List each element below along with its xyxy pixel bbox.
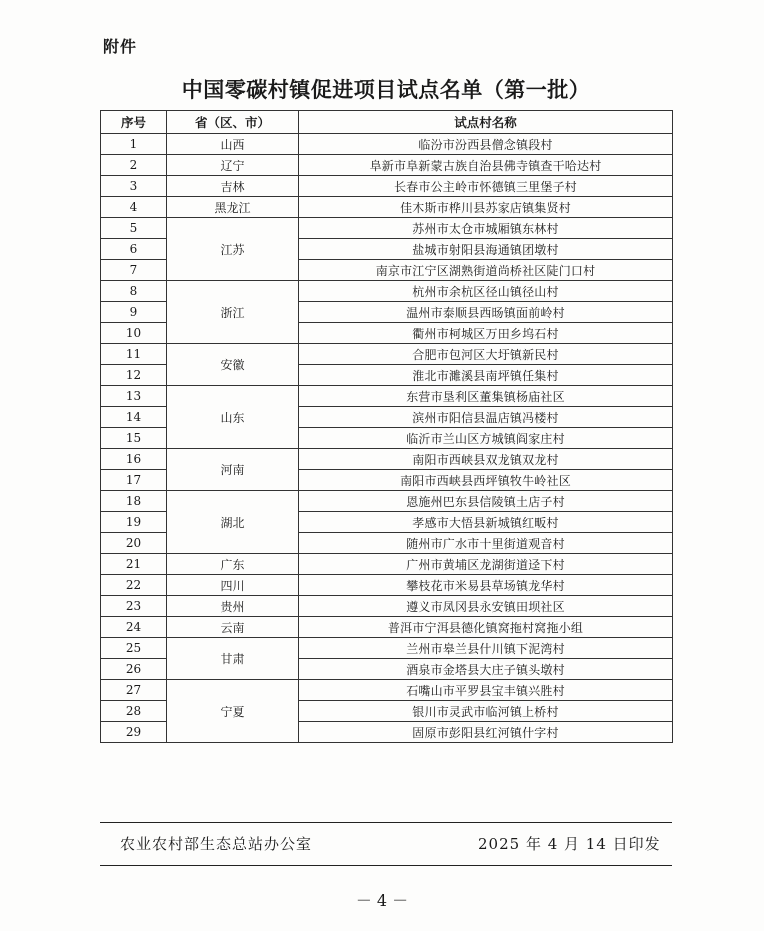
row-index: 25 <box>101 638 167 659</box>
row-index: 3 <box>101 176 167 197</box>
village-name: 兰州市皋兰县什川镇下泥湾村 <box>299 638 673 659</box>
row-index: 20 <box>101 533 167 554</box>
village-name: 遵义市凤冈县永安镇田坝社区 <box>299 596 673 617</box>
row-index: 6 <box>101 239 167 260</box>
footer-bottom-rule <box>100 865 672 866</box>
village-name: 合肥市包河区大圩镇新民村 <box>299 344 673 365</box>
province-cell: 甘肃 <box>167 638 299 680</box>
province-cell: 四川 <box>167 575 299 596</box>
row-index: 22 <box>101 575 167 596</box>
table-row <box>101 554 673 575</box>
header-village: 试点村名称 <box>299 111 673 134</box>
table-row <box>101 617 673 638</box>
village-name: 普洱市宁洱县德化镇窝拖村窝拖小组 <box>299 617 673 638</box>
row-index: 21 <box>101 554 167 575</box>
village-name: 孝感市大悟县新城镇红畈村 <box>299 512 673 533</box>
table-body <box>101 134 673 743</box>
province-cell: 江苏 <box>167 218 299 281</box>
province-cell: 山东 <box>167 386 299 449</box>
province-cell: 贵州 <box>167 596 299 617</box>
row-index: 17 <box>101 470 167 491</box>
village-name: 东营市垦利区董集镇杨庙社区 <box>299 386 673 407</box>
row-index: 18 <box>101 491 167 512</box>
row-index: 2 <box>101 155 167 176</box>
village-name: 广州市黄埔区龙湖街道迳下村 <box>299 554 673 575</box>
village-name: 南阳市西峡县西坪镇牧牛岭社区 <box>299 470 673 491</box>
village-name: 恩施州巴东县信陵镇土店子村 <box>299 491 673 512</box>
province-cell: 云南 <box>167 617 299 638</box>
header-index: 序号 <box>101 111 167 134</box>
header-province: 省（区、市） <box>167 111 299 134</box>
village-name: 固原市彭阳县红河镇什字村 <box>299 722 673 743</box>
province-cell: 广东 <box>167 554 299 575</box>
province-cell: 浙江 <box>167 281 299 344</box>
village-name: 南阳市西峡县双龙镇双龙村 <box>299 449 673 470</box>
pilot-village-table <box>100 110 673 743</box>
province-cell: 吉林 <box>167 176 299 197</box>
row-index: 5 <box>101 218 167 239</box>
village-name: 盐城市射阳县海通镇团墩村 <box>299 239 673 260</box>
row-index: 12 <box>101 365 167 386</box>
table-row <box>101 596 673 617</box>
page-number: － 4 － <box>355 891 409 910</box>
row-index: 29 <box>101 722 167 743</box>
village-name: 临沂市兰山区方城镇阎家庄村 <box>299 428 673 449</box>
issuer-text: 农业农村部生态总站办公室 <box>120 835 313 853</box>
attachment-label: 附件 <box>103 37 138 56</box>
table-row <box>101 155 673 176</box>
table-header-row <box>101 111 673 134</box>
row-index: 1 <box>101 134 167 155</box>
village-name: 温州市泰顺县西旸镇面前岭村 <box>299 302 673 323</box>
row-index: 13 <box>101 386 167 407</box>
village-name: 滨州市阳信县温店镇冯楼村 <box>299 407 673 428</box>
table-row <box>101 575 673 596</box>
table-row <box>101 680 673 701</box>
row-index: 26 <box>101 659 167 680</box>
province-cell: 宁夏 <box>167 680 299 743</box>
village-name: 衢州市柯城区万田乡坞石村 <box>299 323 673 344</box>
province-cell: 黑龙江 <box>167 197 299 218</box>
row-index: 15 <box>101 428 167 449</box>
village-name: 攀枝花市米易县草场镇龙华村 <box>299 575 673 596</box>
row-index: 28 <box>101 701 167 722</box>
table-row <box>101 197 673 218</box>
village-name: 石嘴山市平罗县宝丰镇兴胜村 <box>299 680 673 701</box>
document-title: 中国零碳村镇促进项目试点名单（第一批） <box>181 78 591 102</box>
village-name: 银川市灵武市临河镇上桥村 <box>299 701 673 722</box>
village-name: 临汾市汾西县僧念镇段村 <box>299 134 673 155</box>
province-cell: 湖北 <box>167 491 299 554</box>
province-cell: 安徽 <box>167 344 299 386</box>
footer-top-rule <box>100 822 672 823</box>
village-name: 南京市江宁区湖熟街道尚桥社区陡门口村 <box>299 260 673 281</box>
row-index: 11 <box>101 344 167 365</box>
row-index: 24 <box>101 617 167 638</box>
village-name: 随州市广水市十里街道观音村 <box>299 533 673 554</box>
village-name: 阜新市阜新蒙古族自治县佛寺镇查干哈达村 <box>299 155 673 176</box>
province-cell: 河南 <box>167 449 299 491</box>
table-row <box>101 281 673 302</box>
table-row <box>101 218 673 239</box>
village-name: 苏州市太仓市城厢镇东林村 <box>299 218 673 239</box>
table-row <box>101 176 673 197</box>
table-row <box>101 344 673 365</box>
issue-date: 2025 年 4 月 14 日印发 <box>478 835 661 853</box>
village-name: 佳木斯市桦川县苏家店镇集贤村 <box>299 197 673 218</box>
row-index: 4 <box>101 197 167 218</box>
row-index: 19 <box>101 512 167 533</box>
village-name: 长春市公主岭市怀德镇三里堡子村 <box>299 176 673 197</box>
row-index: 23 <box>101 596 167 617</box>
row-index: 10 <box>101 323 167 344</box>
row-index: 16 <box>101 449 167 470</box>
table-row <box>101 638 673 659</box>
row-index: 7 <box>101 260 167 281</box>
village-name: 酒泉市金塔县大庄子镇头墩村 <box>299 659 673 680</box>
row-index: 27 <box>101 680 167 701</box>
village-name: 杭州市余杭区径山镇径山村 <box>299 281 673 302</box>
village-name: 淮北市濉溪县南坪镇任集村 <box>299 365 673 386</box>
table-row <box>101 491 673 512</box>
province-cell: 山西 <box>167 134 299 155</box>
row-index: 9 <box>101 302 167 323</box>
row-index: 8 <box>101 281 167 302</box>
table-row <box>101 386 673 407</box>
table-row <box>101 449 673 470</box>
row-index: 14 <box>101 407 167 428</box>
table-row <box>101 134 673 155</box>
province-cell: 辽宁 <box>167 155 299 176</box>
